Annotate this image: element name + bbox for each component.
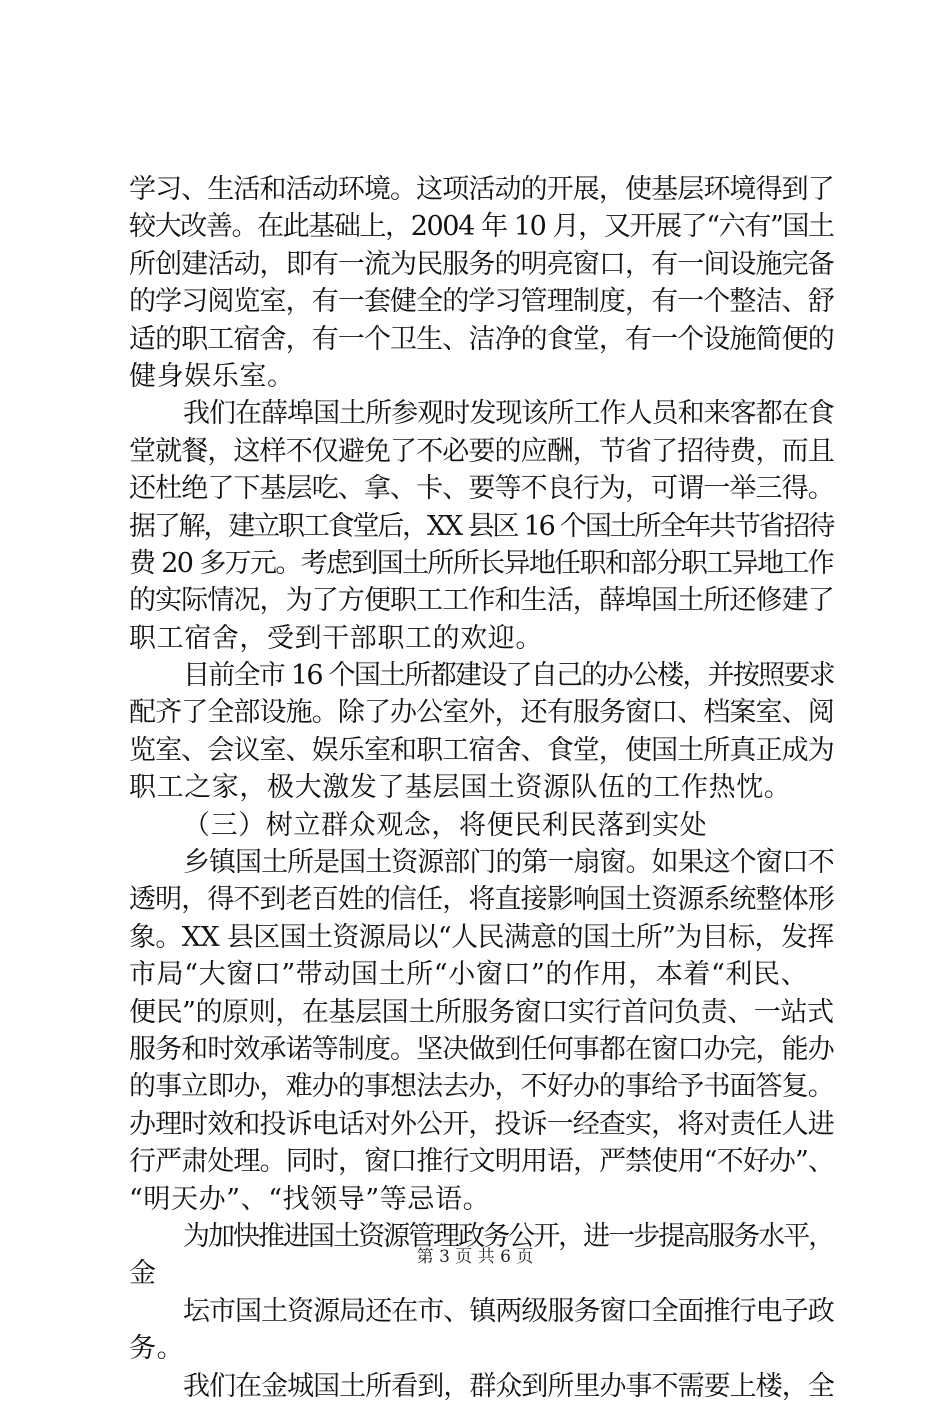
- text-line: 据了解，建立职工食堂后，XX 县区 16 个国土所全年共节省招待: [129, 510, 834, 542]
- text-line: 学习、生活和活动环境。这项活动的开展，使基层环境得到了: [129, 174, 834, 205]
- text-line: 办理时效和投诉电话对外公开，投诉一经查实，将对责任人进: [129, 1108, 834, 1140]
- text-line: 我们在薛埠国土所参观时发现该所工作人员和来客都在食: [183, 398, 834, 430]
- text-line: 金: [129, 1258, 157, 1290]
- text-line: （三）树立群众观念，将便民利民落到实处: [183, 809, 708, 841]
- text-line: 配齐了全部设施。除了办公室外，还有服务窗口、档案室、阅: [129, 697, 834, 729]
- text-line: 象。XX 县区国土资源局以“人民满意的国土所”为目标，发挥: [129, 921, 834, 953]
- text-line: 的学习阅览室，有一套健全的学习管理制度，有一个整洁、舒: [129, 286, 834, 318]
- text-line: 健身娱乐室。: [129, 360, 295, 392]
- text-line: 费 20 多万元。考虑到国土所所长异地任职和部分职工异地工作: [129, 547, 834, 579]
- text-line: 堂就餐，这样不仅避免了不必要的应酬，节省了招待费，而且: [129, 435, 834, 467]
- text-line: “明天办”、“找领导”等忌语。: [129, 1183, 491, 1215]
- text-line: 较大改善。在此基础上，2004 年 10 月，又开展了“六有”国土: [129, 211, 834, 243]
- text-line: 为加快推进国土资源管理政务公开，进一步提高服务水平，: [183, 1220, 834, 1252]
- text-line: 职工宿舍，受到干部职工的欢迎。: [129, 622, 543, 654]
- page-footer: 第 3 页 共 6 页: [416, 1247, 534, 1267]
- text-line: 所创建活动，即有一流为民服务的明亮窗口，有一间设施完备: [129, 248, 834, 280]
- text-line: 的实际情况，为了方便职工工作和生活，薛埠国土所还修建了: [129, 585, 834, 617]
- text-line: 的事立即办，难办的事想法去办，不好办的事给予书面答复。: [129, 1071, 834, 1103]
- text-line: 乡镇国土所是国土资源部门的第一扇窗。如果这个窗口不: [183, 847, 834, 879]
- text-line: 市局“大窗口”带动国土所“小窗口”的作用，本着“利民、: [129, 959, 809, 991]
- text-line: 透明，得不到老百姓的信任，将直接影响国土资源系统整体形: [129, 884, 834, 916]
- text-line: 适的职工宿舍，有一个卫生、洁净的食堂，有一个设施简便的: [129, 323, 834, 355]
- text-line: 务。: [129, 1333, 185, 1365]
- text-line: 职工之家，极大激发了基层国土资源队伍的工作热忱。: [129, 772, 792, 804]
- body-text: [129, 171, 835, 1405]
- text-line: 坛市国土资源局还在市、镇两级服务窗口全面推行电子政: [183, 1295, 834, 1327]
- text-line: 我们在金城国土所看到，群众到所里办事不需要上楼，全: [183, 1370, 834, 1402]
- text-line: 目前全市 16 个国土所都建设了自己的办公楼，并按照要求: [183, 660, 834, 692]
- text-line: 服务和时效承诺等制度。坚决做到任何事都在窗口办完，能办: [129, 1033, 834, 1065]
- text-line: 览室、会议室、娱乐室和职工宿舍、食堂，使国土所真正成为: [129, 734, 834, 766]
- text-line: 便民”的原则，在基层国土所服务窗口实行首问负责、一站式: [129, 996, 834, 1028]
- text-line: 行严肃处理。同时，窗口推行文明用语，严禁使用“不好办”、: [129, 1146, 835, 1178]
- text-line: 还杜绝了下基层吃、拿、卡、要等不良行为，可谓一举三得。: [129, 473, 834, 505]
